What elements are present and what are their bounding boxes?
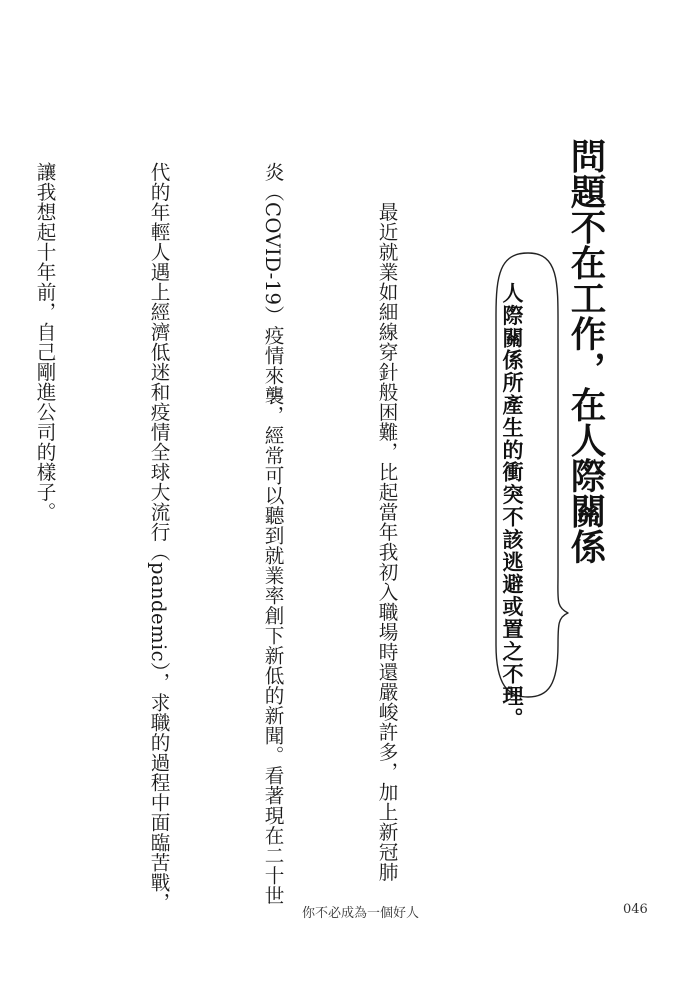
footer-book-title: 你不必成為一個好人	[302, 906, 420, 921]
body-column: 最近就業如細線穿針般困難，比起當年我初入職場時還嚴峻許多，加上新冠肺	[375, 162, 398, 882]
speech-bubble-outline	[478, 245, 578, 705]
body-text	[0, 162, 481, 912]
body-column: 讓我想起十年前，自己剛進公司的樣子。	[33, 162, 56, 522]
page-number: 046	[623, 902, 648, 917]
body-column: 炎（COVID-19）疫情來襲，經常可以聽到就業率創下新低的新聞。看著現在二十世	[261, 162, 284, 906]
body-column: 代的年輕人遇上經濟低迷和疫情全球大流行（pandemic），求職的過程中面臨苦戰，	[147, 162, 170, 913]
callout-text: 人際關係所產生的衝突不該逃避或置之不理。	[500, 282, 524, 730]
chapter-title: 問題不在工作，在人際關係	[565, 138, 606, 564]
